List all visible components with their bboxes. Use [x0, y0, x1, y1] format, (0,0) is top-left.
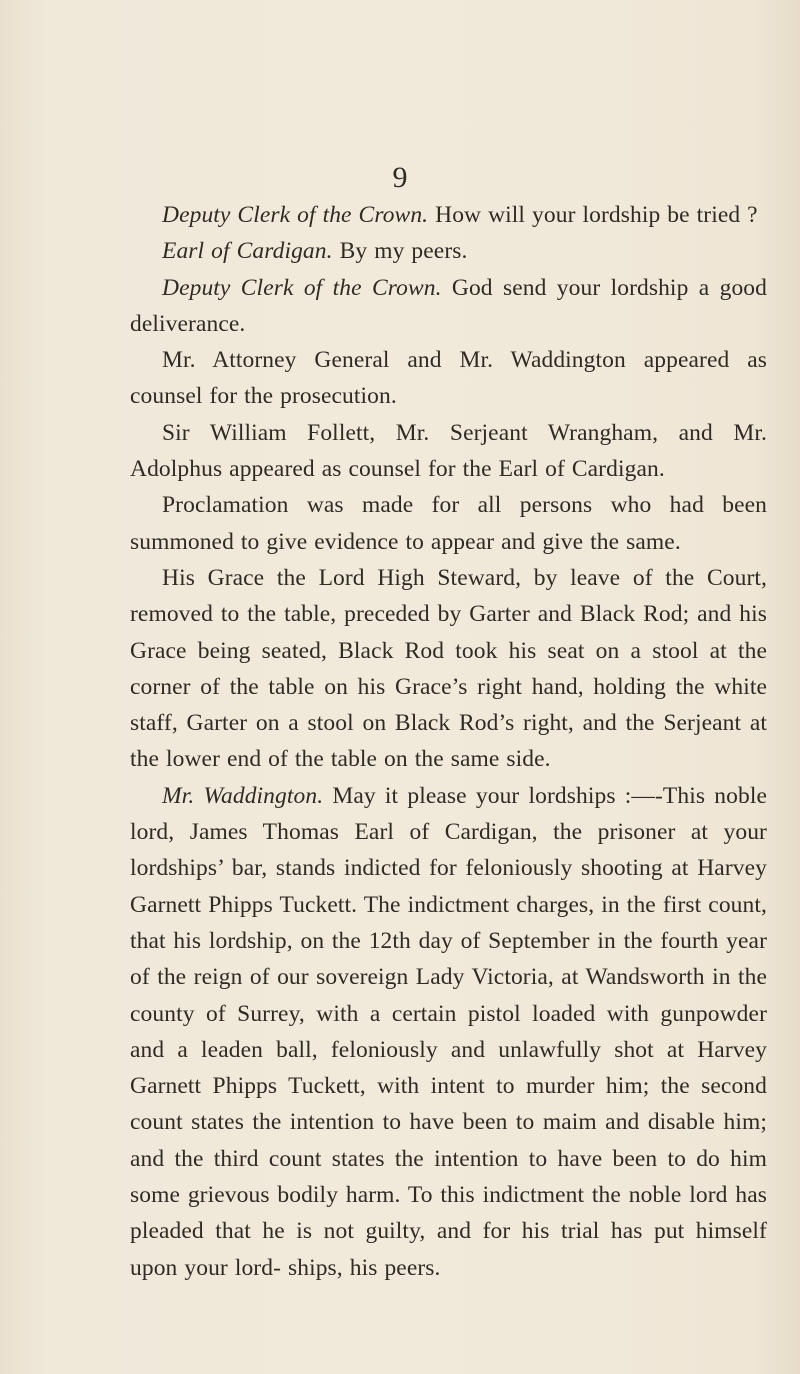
paragraph — [130, 197, 767, 233]
paragraph-text: How will your lordship be tried ? — [428, 202, 758, 228]
speaker-name: Mr. Waddington. — [162, 782, 324, 809]
paragraph — [130, 778, 767, 1286]
paragraph — [130, 415, 767, 488]
paragraph-text: Proclamation was made for all persons who had been summoned to give evidence to appear and give the same. — [130, 492, 767, 555]
paragraph — [130, 560, 767, 778]
paragraph — [130, 342, 767, 415]
paragraph — [130, 270, 767, 343]
paragraph-text: May it please your lordships :—-This noble lord, James Thomas Earl of Cardigan, the prisoner at your lordships’ bar, stands indicted for feloniously shooting at Harvey Garnett Phipps Tuckett. The indictment charges, in the first count, that his lordship, on the 12th day of September in the fourth year of the reign of our sovereign Lady Victoria, at Wandsworth in the county of Surrey, with a certain pistol loaded with gunpowder and a leaden ball, feloniously and unlawfully shot at Harvey Garnett Phipps Tuckett, with intent to murder him; the second count states the intention to have been to maim and disable him; and the third count states the intention to have been to do him some grievous bodily harm. To this indictment the noble lord has pleaded that he is not guilty, and for his trial has put himself upon your lord- ships, his peers. — [130, 782, 768, 1281]
paragraph-text: By my peers. — [332, 238, 468, 265]
paragraph — [130, 487, 767, 560]
speaker-name: Earl of Cardigan. — [162, 238, 333, 265]
paragraph-text: God send your lordship a good deliverance. — [130, 274, 767, 337]
paragraph — [130, 233, 767, 269]
paragraph-text: Mr. Attorney General and Mr. Waddington appeared as counsel for the prosecution. — [130, 347, 767, 410]
speaker-name: Deputy Clerk of the Crown. — [162, 274, 442, 301]
speaker-name: Deputy Clerk of the Crown. — [162, 202, 429, 228]
paragraph-text: His Grace the Lord High Steward, by leave of the Court, removed to the table, preceded by Garter and Black Rod; and his Grace being seated, Black Rod took his seat on a stool at the corner of the table on his Grace’s right hand, holding the white staff, Garter on a stool on Black Rod’s right, and the Serjeant at the lower end of the table on the same side. — [130, 564, 767, 773]
page-number: 9 — [392, 161, 408, 194]
page-body — [130, 197, 767, 1286]
paragraph-text: Sir William Follett, Mr. Serjeant Wrangham, and Mr. Adolphus appeared as counsel for the Earl of Cardigan. — [130, 419, 767, 483]
